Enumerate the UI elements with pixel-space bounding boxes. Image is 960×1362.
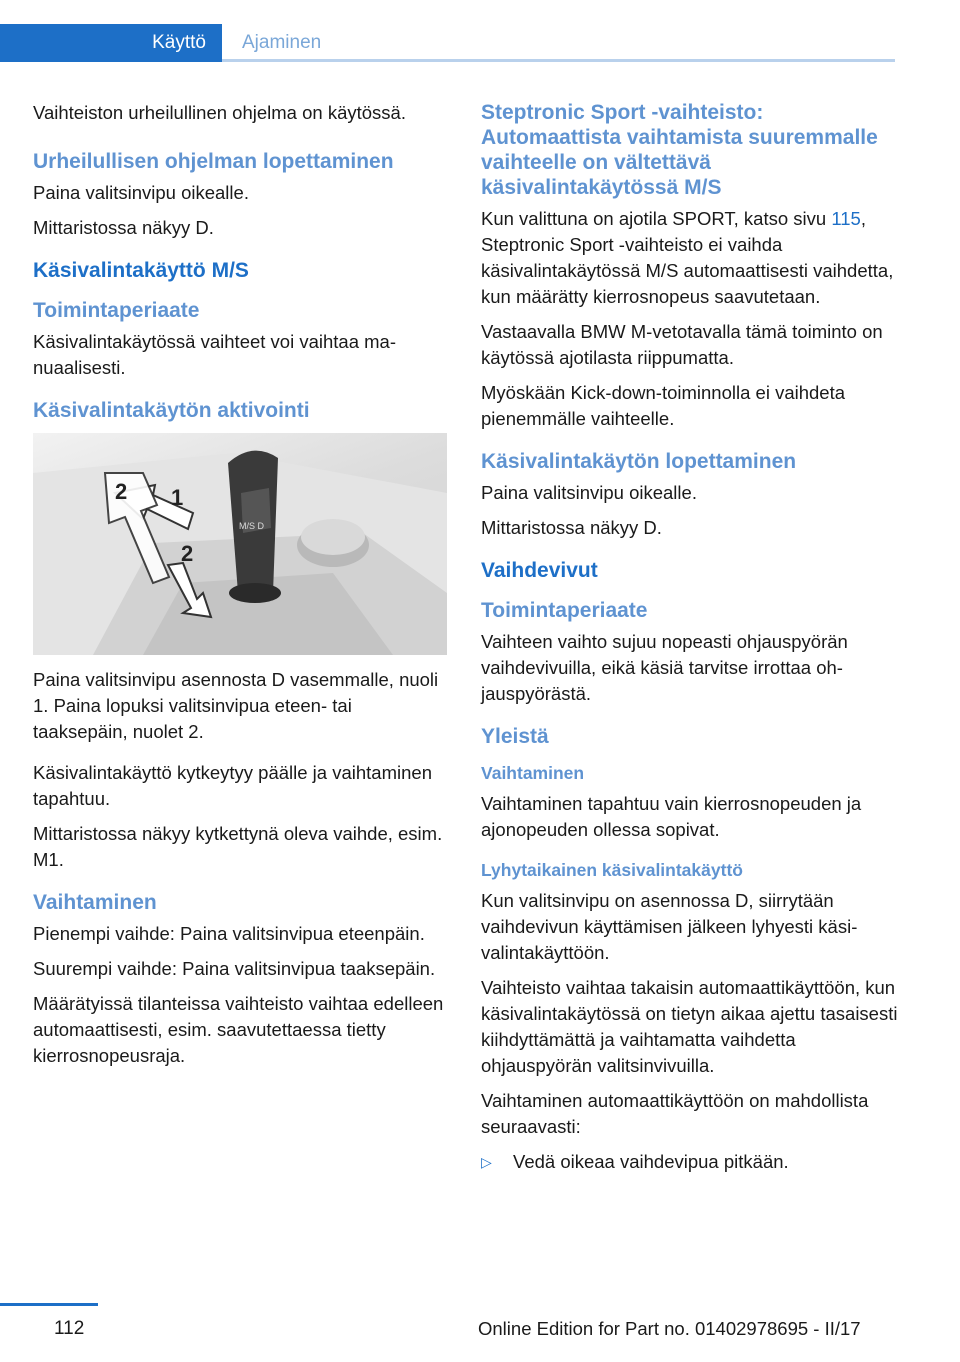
heading-general: Yleistä [481,725,549,748]
heading-principle-2: Toimintaperiaate [481,599,648,622]
figure-arrow-1: 1 [171,485,184,510]
heading-paddles: Vaihdevivut [481,559,598,582]
text-short-manual: Kun valitsinvipu on asennossa D, siirrytään vaihdevivun käyttämisen jälkeen lyhyesti käsivalintakäyttöön. [481,890,858,963]
heading-short-manual: Lyhytaikainen käsivalintakäyttö [481,860,743,880]
text-press-right: Paina valitsinvipu oikealle. [33,182,249,203]
text-return-auto: Vaihteisto vaihtaa takaisin automaattikäyttöön, kun käsivalintakäytössä on tietyn aikaa ajettu tasaisesti kiihdyttämättä ja vaihtamatta vaihdetta ohjauspyörän valitsinvivuilla. [481,977,898,1076]
text-lower-gear: Pienempi vaihde: Paina valitsinvipua eteenpäin. [33,923,425,944]
heading-sport-end: Urheilullisen ohjelman lopettaminen [33,150,394,173]
header-rule [222,59,895,62]
text-kickdown: Myöskään Kick-down-toiminnolla ei vaihdeta pienemmälle vaihteelle. [481,382,846,429]
figure-gear-label: M/S D [239,521,265,531]
text-engaged: Käsivalintakäyttö kytkeytyy päälle ja vaihtaminen tapahtuu. [33,762,432,809]
page-number: 112 [54,1318,85,1339]
text-auto-shift: Määrätyissä tilanteissa vaihteisto vaihtaa edelleen automaattisesti, esim. saavutettaessa tietty kierrosnopeusraja. [33,993,444,1066]
heading-principle: Toimintaperiaate [33,299,200,322]
heading-steptronic: Steptronic Sport -vaihteisto: Automaattista vaihtamista suuremmalle vaihteelle on vältettävä käsivalintakäytössä M/S [481,101,878,199]
triangle-bullet-icon: ▷ [481,1154,492,1170]
tab-kaytto: Käyttö [0,24,222,62]
page-header [0,0,895,62]
figure-arrow-2b: 2 [181,541,194,566]
edition-text: Online Edition for Part no. 01402978695 - II/17 [478,1318,861,1339]
intro-text: Vaihteiston urheilullinen ohjelma on käytössä. [33,102,406,123]
page-link-115[interactable]: 115 [831,208,861,229]
text-display-d: Mittaristossa näkyy D. [33,217,214,238]
text-higher-gear: Suurempi vaihde: Paina valitsinvipua taaksepäin. [33,958,436,979]
heading-manual-end: Käsivalintakäytön lopettaminen [481,450,797,473]
text-press-right-2: Paina valitsinvipu oikealle. [481,482,697,503]
heading-activation: Käsivalintakäytön aktivointi [33,399,310,422]
tab-ajaminen: Ajaminen [242,32,322,53]
text-principle: Käsivalintakäytössä vaihteet voi vaihtaa manuaalisesti. [33,331,397,378]
text-sport-post: , Steptronic Sport -vaihteisto ei vaihda käsivalintakäytössä M/S automaattisesti vaihdetta, kun määrätty kierrosnopeus saavutetaan. [481,208,894,307]
text-principle-2: Vaihteen vaihto sujuu nopeasti ohjauspyörän vaihdevivuilla, eikä käsiä tarvitse irrottaa ohjauspyörästä. [481,631,848,704]
list-item [481,1149,899,1175]
figure-arrow-2a: 2 [115,479,128,504]
text-activation: Paina valitsinvipu asennosta D vasemmalle, nuoli 1. Paina lopuksi valitsinvipua eteen- tai taaksepäin, nuolet 2. [33,669,439,742]
heading-shifting-2: Vaihtaminen [481,763,585,783]
text-sport-mode [481,206,899,310]
text-display-gear: Mittaristossa näkyy kytkettynä oleva vaihde, esim. M1. [33,823,443,870]
text-sport-pre: Kun valittuna on ajotila SPORT, katso sivu [481,208,832,229]
bullet-text: Vedä oikeaa vaihdevipua pitkään. [513,1151,789,1172]
footer-rule [0,1303,98,1306]
heading-manual: Käsivalintakäyttö M/S [33,259,249,282]
text-shifting: Vaihtaminen tapahtuu vain kierrosnopeuden ja ajonopeuden ollessa sopivat. [481,793,862,840]
left-column [33,100,451,1078]
gear-selector-photo [33,433,447,655]
text-mdrive: Vastaavalla BMW M-vetotavalla tämä toiminto on käytössä ajotilasta riippumatta. [481,321,883,368]
heading-shifting: Vaihtaminen [33,891,157,914]
gear-selector-illustration [33,433,447,655]
text-display-d-2: Mittaristossa näkyy D. [481,517,662,538]
right-column [481,100,899,1175]
text-switch-auto: Vaihtaminen automaattikäyttöön on mahdollista seuraavasti: [481,1090,869,1137]
